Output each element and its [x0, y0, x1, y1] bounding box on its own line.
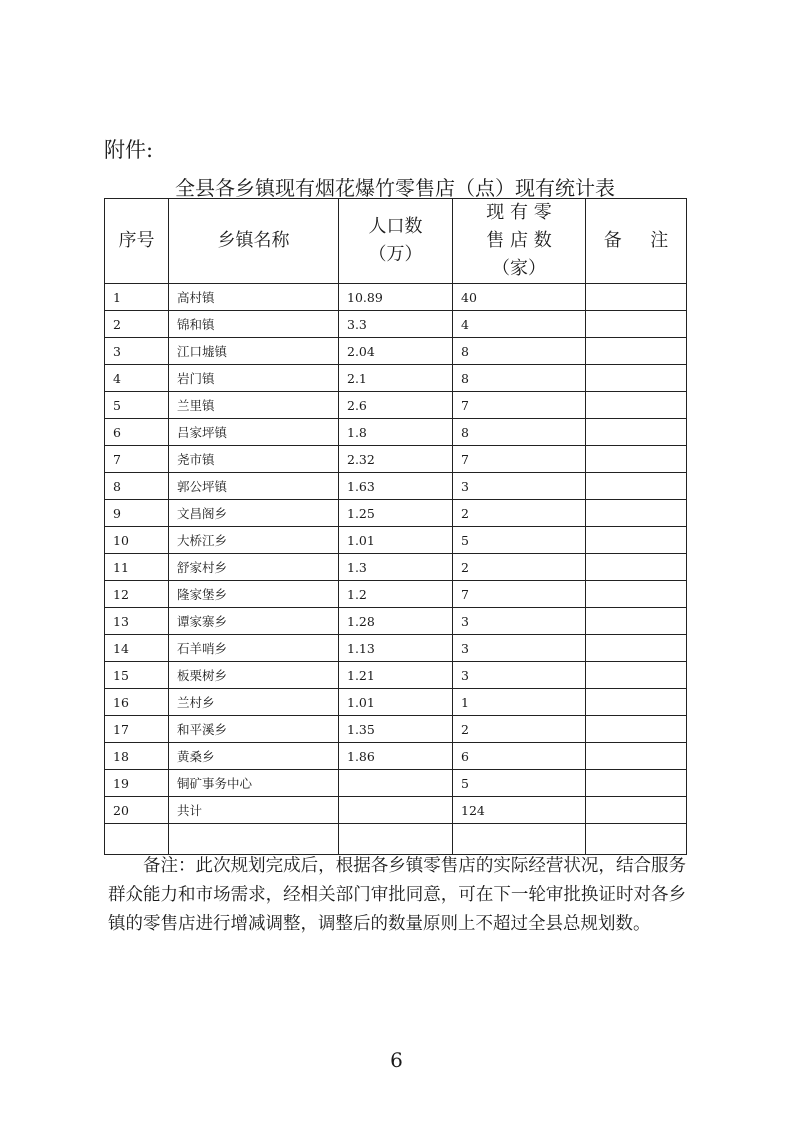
- cell-seq: 3: [105, 338, 169, 365]
- cell-name: 高村镇: [169, 284, 339, 311]
- cell-stores: 3: [453, 608, 586, 635]
- cell-seq: 15: [105, 662, 169, 689]
- cell-stores: 8: [453, 338, 586, 365]
- empty-cell: [339, 824, 453, 855]
- table-row: [105, 365, 687, 392]
- table-row: [105, 554, 687, 581]
- cell-seq: 9: [105, 500, 169, 527]
- cell-stores: 4: [453, 311, 586, 338]
- cell-seq: 7: [105, 446, 169, 473]
- cell-seq: 4: [105, 365, 169, 392]
- page-number: 6: [390, 1048, 403, 1072]
- cell-remarks: [586, 338, 687, 365]
- table-row: [105, 419, 687, 446]
- header-population-line1: 人口数: [368, 216, 423, 237]
- cell-seq: 18: [105, 743, 169, 770]
- cell-name: 尧市镇: [169, 446, 339, 473]
- cell-remarks: [586, 581, 687, 608]
- attachment-label: 附件:: [104, 138, 154, 162]
- cell-stores: 2: [453, 500, 586, 527]
- cell-population: 2.6: [339, 392, 453, 419]
- cell-stores: 7: [453, 581, 586, 608]
- cell-stores: 8: [453, 365, 586, 392]
- cell-name: 江口墟镇: [169, 338, 339, 365]
- cell-population: 1.86: [339, 743, 453, 770]
- cell-remarks: [586, 311, 687, 338]
- cell-name: 黄桑乡: [169, 743, 339, 770]
- header-stores: [453, 199, 586, 284]
- cell-seq: 2: [105, 311, 169, 338]
- cell-remarks: [586, 392, 687, 419]
- note: [108, 852, 686, 939]
- cell-seq: 19: [105, 770, 169, 797]
- cell-stores: 2: [453, 716, 586, 743]
- cell-name: 谭家寨乡: [169, 608, 339, 635]
- cell-name: 兰村乡: [169, 689, 339, 716]
- cell-remarks: [586, 743, 687, 770]
- cell-remarks: [586, 797, 687, 824]
- cell-population: 1.2: [339, 581, 453, 608]
- cell-seq: 12: [105, 581, 169, 608]
- cell-remarks: [586, 284, 687, 311]
- header-remarks: 备 注: [586, 199, 687, 284]
- header-population: [339, 199, 453, 284]
- cell-stores: 5: [453, 770, 586, 797]
- cell-seq: 16: [105, 689, 169, 716]
- cell-population: 1.21: [339, 662, 453, 689]
- cell-population: 1.25: [339, 500, 453, 527]
- cell-name: 隆家堡乡: [169, 581, 339, 608]
- empty-cell: [586, 824, 687, 855]
- cell-stores: 3: [453, 662, 586, 689]
- cell-population: 1.35: [339, 716, 453, 743]
- table-row: [105, 797, 687, 824]
- cell-seq: 5: [105, 392, 169, 419]
- empty-cell: [169, 824, 339, 855]
- cell-stores: 5: [453, 527, 586, 554]
- header-stores-line1: 现 有 零: [486, 202, 552, 223]
- cell-population: [339, 770, 453, 797]
- cell-name: 共计: [169, 797, 339, 824]
- cell-remarks: [586, 689, 687, 716]
- cell-seq: 13: [105, 608, 169, 635]
- cell-stores: 6: [453, 743, 586, 770]
- cell-seq: 1: [105, 284, 169, 311]
- cell-remarks: [586, 419, 687, 446]
- cell-stores: 7: [453, 392, 586, 419]
- cell-population: 1.63: [339, 473, 453, 500]
- cell-name: 锦和镇: [169, 311, 339, 338]
- cell-seq: 20: [105, 797, 169, 824]
- cell-population: 1.28: [339, 608, 453, 635]
- cell-seq: 10: [105, 527, 169, 554]
- table-row: [105, 284, 687, 311]
- cell-remarks: [586, 446, 687, 473]
- note-text: 备注：此次规划完成后，根据各乡镇零售店的实际经营状况，结合服务群众能力和市场需求，经相关部门审批同意，可在下一轮审批换证时对各乡镇的零售店进行增减调整，调整后的数量原则上不超过全县总规划数。: [108, 856, 686, 934]
- cell-population: 1.13: [339, 635, 453, 662]
- cell-name: 石羊哨乡: [169, 635, 339, 662]
- cell-remarks: [586, 770, 687, 797]
- table-row: [105, 500, 687, 527]
- table-row: [105, 662, 687, 689]
- cell-name: 舒家村乡: [169, 554, 339, 581]
- cell-remarks: [586, 500, 687, 527]
- header-row: [105, 199, 687, 284]
- cell-remarks: [586, 554, 687, 581]
- cell-stores: 3: [453, 635, 586, 662]
- cell-remarks: [586, 716, 687, 743]
- header-stores-line3: （家）: [492, 258, 546, 279]
- table-row: [105, 338, 687, 365]
- cell-name: 兰里镇: [169, 392, 339, 419]
- cell-stores: 7: [453, 446, 586, 473]
- header-name: 乡镇名称: [169, 199, 339, 284]
- cell-population: 2.32: [339, 446, 453, 473]
- cell-population: 1.8: [339, 419, 453, 446]
- cell-name: 吕家坪镇: [169, 419, 339, 446]
- header-seq: 序号: [105, 199, 169, 284]
- table-title: 全县各乡镇现有烟花爆竹零售店（点）现有统计表: [175, 176, 615, 200]
- cell-seq: 11: [105, 554, 169, 581]
- cell-population: 2.04: [339, 338, 453, 365]
- table-row: [105, 473, 687, 500]
- cell-name: 和平溪乡: [169, 716, 339, 743]
- header-population-line2: （万）: [368, 244, 423, 265]
- cell-name: 大桥江乡: [169, 527, 339, 554]
- table-row: [105, 770, 687, 797]
- cell-stores: 124: [453, 797, 586, 824]
- cell-remarks: [586, 473, 687, 500]
- cell-name: 板栗树乡: [169, 662, 339, 689]
- cell-population: 10.89: [339, 284, 453, 311]
- header-stores-line2: 售 店 数: [486, 230, 552, 251]
- cell-name: 铜矿事务中心: [169, 770, 339, 797]
- table-row: [105, 446, 687, 473]
- cell-seq: 8: [105, 473, 169, 500]
- cell-seq: 6: [105, 419, 169, 446]
- cell-stores: 3: [453, 473, 586, 500]
- table-row: [105, 689, 687, 716]
- cell-population: [339, 797, 453, 824]
- cell-population: 3.3: [339, 311, 453, 338]
- empty-row: [105, 824, 687, 855]
- cell-stores: 40: [453, 284, 586, 311]
- cell-remarks: [586, 635, 687, 662]
- table-row: [105, 608, 687, 635]
- stores-table: [104, 198, 687, 855]
- cell-name: 岩门镇: [169, 365, 339, 392]
- cell-seq: 14: [105, 635, 169, 662]
- table-row: [105, 392, 687, 419]
- table-row: [105, 743, 687, 770]
- table-row: [105, 311, 687, 338]
- cell-name: 郭公坪镇: [169, 473, 339, 500]
- cell-population: 1.3: [339, 554, 453, 581]
- table-row: [105, 635, 687, 662]
- cell-remarks: [586, 662, 687, 689]
- empty-cell: [105, 824, 169, 855]
- table-row: [105, 527, 687, 554]
- cell-stores: 1: [453, 689, 586, 716]
- empty-cell: [453, 824, 586, 855]
- cell-seq: 17: [105, 716, 169, 743]
- cell-remarks: [586, 365, 687, 392]
- cell-name: 文昌阁乡: [169, 500, 339, 527]
- cell-population: 2.1: [339, 365, 453, 392]
- cell-remarks: [586, 608, 687, 635]
- cell-population: 1.01: [339, 689, 453, 716]
- cell-remarks: [586, 527, 687, 554]
- table-body: [105, 284, 687, 855]
- cell-stores: 8: [453, 419, 586, 446]
- cell-stores: 2: [453, 554, 586, 581]
- table-row: [105, 581, 687, 608]
- table-row: [105, 716, 687, 743]
- cell-population: 1.01: [339, 527, 453, 554]
